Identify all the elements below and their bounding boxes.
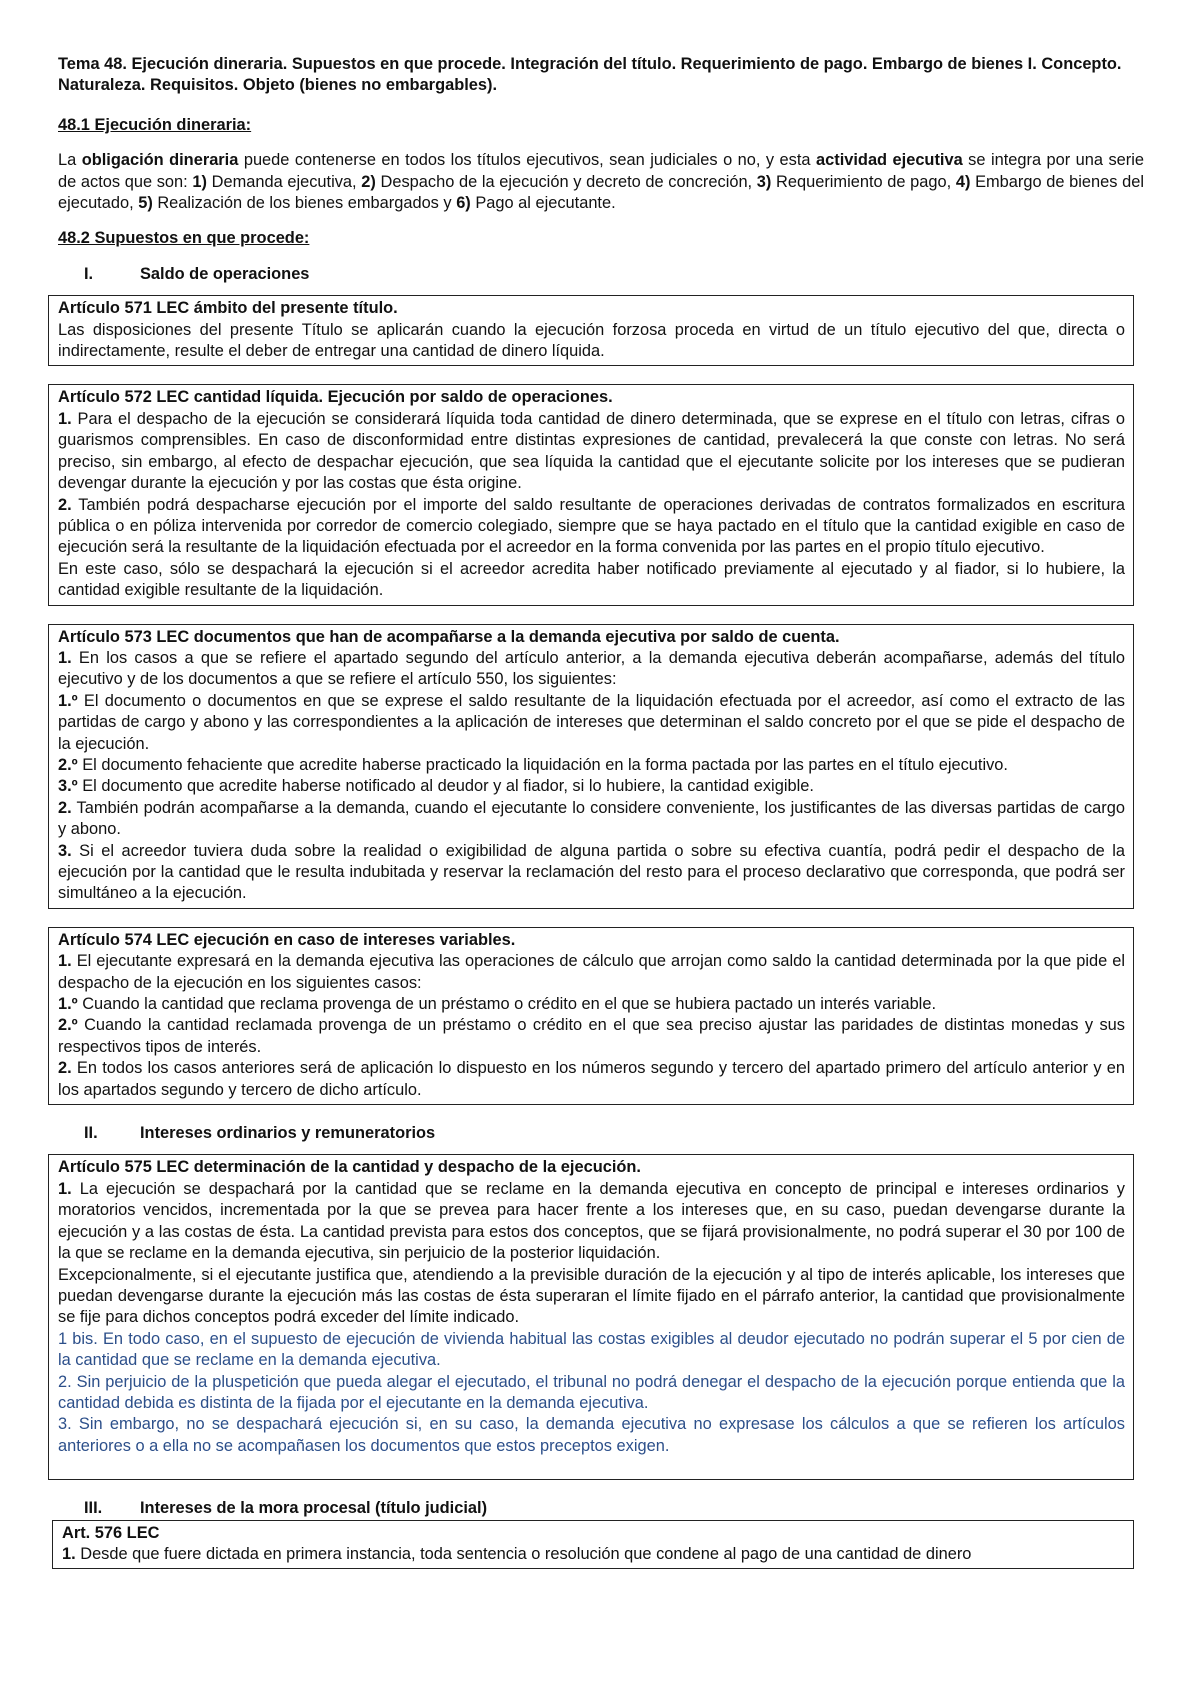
article-573-paragraph-2: 2. También podrán acompañarse a la demanda, cuando el ejecutante lo considere conveniente, los justificantes de las diversas partidas de cargo y abono. bbox=[58, 798, 1125, 839]
article-573-title: Artículo 573 LEC documentos que han de acompañarse a la demanda ejecutiva por saldo de cuenta. bbox=[58, 627, 840, 646]
article-571-title: Artículo 571 LEC ámbito del presente título. bbox=[58, 299, 398, 318]
article-572-box bbox=[48, 384, 1134, 605]
article-573-box bbox=[48, 624, 1134, 909]
article-572-paragraph-3: En este caso, sólo se despachará la ejecución si el acreedor acredita haber notificado previamente al ejecutado y al fiador, si lo hubiere, la cantidad exigible resultante de la liquidación. bbox=[58, 559, 1125, 600]
article-574-box bbox=[48, 927, 1134, 1105]
article-575-paragraph-1: 1. La ejecución se despachará por la cantidad que se reclame en la demanda ejecutiva en concepto de principal e intereses ordinarios y moratorios vencidos, incrementada por la que se prevea para hacer frente a los intereses que, en su caso, puedan devengarse durante la ejecución y a las costas de ésta. La cantidad prevista para estos dos conceptos, que se fijará provisionalmente, no podrá superar el 30 por 100 de la que se reclame en la demanda ejecutiva, sin perjuicio de la posterior liquidación. bbox=[58, 1179, 1125, 1263]
article-572-title: Artículo 572 LEC cantidad líquida. Ejecución por saldo de operaciones. bbox=[58, 388, 613, 407]
article-575-box bbox=[48, 1154, 1134, 1480]
subheading-mora-procesal: III. Intereses de la mora procesal (título judicial) bbox=[84, 1499, 488, 1518]
article-576-paragraph-1: 1. Desde que fuere dictada en primera instancia, toda sentencia o resolución que condene al pago de una cantidad de dinero bbox=[62, 1544, 972, 1563]
article-571-text: Las disposiciones del presente Título se aplicarán cuando la ejecución forzosa proceda en virtud de un título ejecutivo del que, directa o indirectamente, resulte el deber de entregar una cantidad de dinero líquida. bbox=[58, 320, 1125, 361]
article-572-paragraph-2: 2. También podrá despacharse ejecución por el importe del saldo resultante de operaciones derivadas de contratos formalizados en escritura pública o en póliza intervenida por corredor de comercio colegiado, siempre que se haya pactado en el título que la cantidad exigible en caso de ejecución será la resultante de la liquidación efectuada por el acreedor en la forma convenida por las partes en el propio título ejecutivo. bbox=[58, 495, 1125, 557]
subheading-saldo-operaciones: I. Saldo de operaciones bbox=[84, 264, 310, 283]
article-575-paragraph-1b: Excepcionalmente, si el ejecutante justifica que, atendiendo a la previsible duración de la ejecución y al tipo de interés aplicable, los intereses que puedan devengarse durante la ejecución más las costas de ésta superaran el límite fijado en el párrafo anterior, la cantidad que provisionalmente se fije para dichos conceptos podrá exceder del límite indicado. bbox=[58, 1265, 1125, 1327]
article-573-item-1: 1.º El documento o documentos en que se exprese el saldo resultante de la liquidación efectuada por el acreedor, así como el extracto de las partidas de cargo y abono y las correspondientes a la aplicación de intereses que determinan el saldo concreto por el que se pide el despacho de la ejecución. bbox=[58, 691, 1125, 753]
article-575-paragraph-2: 2. Sin perjuicio de la pluspetición que pueda alegar el ejecutado, el tribunal no podrá denegar el despacho de la ejecución porque entienda que la cantidad debida es distinta de la fijada por el ejecutante en la demanda ejecutiva. bbox=[58, 1372, 1125, 1412]
article-574-title: Artículo 574 LEC ejecución en caso de intereses variables. bbox=[58, 930, 516, 949]
article-573-paragraph-1: 1. En los casos a que se refiere el apartado segundo del artículo anterior, a la demanda ejecutiva deberán acompañarse, además del título ejecutivo y de los documentos a que se refiere el artículo 550, los siguientes: bbox=[58, 648, 1125, 689]
article-575-paragraph-1-bis: 1 bis. En todo caso, en el supuesto de ejecución de vivienda habitual las costas exigibles al deudor ejecutado no podrán superar el 5 por cien de la cantidad que se reclame en la demanda ejecutiva. bbox=[58, 1329, 1125, 1370]
article-573-paragraph-3: 3. Si el acreedor tuviera duda sobre la realidad o exigibilidad de alguna partida o sobre su efectiva cuantía, podrá pedir el despacho de la ejecución por la cantidad que le resulta indubitada y reservar la reclamación del resto para el proceso declarativo que corresponda, que podrá ser simultáneo a la ejecución. bbox=[58, 841, 1125, 903]
article-575-paragraph-3: 3. Sin embargo, no se despachará ejecución si, en su caso, la demanda ejecutiva no expresase los cálculos a que se refieren los artículos anteriores o a ella no se acompañasen los documentos que estos preceptos exigen. bbox=[58, 1415, 1125, 1455]
section-48-1-heading: 48.1 Ejecución dineraria: bbox=[58, 115, 252, 134]
article-576-title: Art. 576 LEC bbox=[62, 1523, 160, 1542]
section-48-2-heading: 48.2 Supuestos en que procede: bbox=[58, 229, 310, 248]
document-page bbox=[58, 54, 1144, 1587]
article-574-item-1: 1.º Cuando la cantidad que reclama provenga de un préstamo o crédito en el que se hubiera pactado un interés variable. bbox=[58, 995, 936, 1014]
article-576-box bbox=[52, 1520, 1134, 1570]
document-title: Tema 48. Ejecución dineraria. Supuestos en que procede. Integración del título. Requerimiento de pago. Embargo de bienes I. Concepto. Naturaleza. Requisitos. Objeto (bienes no embargables). bbox=[58, 55, 1122, 95]
section-48-1-paragraph: La obligación dineraria puede contenerse en todos los títulos ejecutivos, sean judiciales o no, y esta actividad ejecutiva se integra por una serie de actos que son: 1) Demanda ejecutiva, 2) Despacho de la ejecución y decreto de concreción, 3) Requerimiento de pago, 4) Embargo de bienes del ejecutado, 5) Realización de los bienes embargados y 6) Pago al ejecutante. bbox=[58, 151, 1145, 213]
article-571-box bbox=[48, 295, 1134, 366]
subheading-intereses-ordinarios: II. Intereses ordinarios y remuneratorios bbox=[84, 1124, 436, 1143]
article-573-item-2: 2.º El documento fehaciente que acredite haberse practicado la liquidación en la forma pactada por las partes en el título ejecutivo. bbox=[58, 755, 1008, 774]
article-574-paragraph-2: 2. En todos los casos anteriores será de aplicación lo dispuesto en los números segundo y tercero del apartado primero del artículo anterior y en los apartados segundo y tercero de dicho artículo. bbox=[58, 1059, 1125, 1099]
article-572-paragraph-1: 1. Para el despacho de la ejecución se considerará líquida toda cantidad de dinero determinada, que se exprese en el título con letras, cifras o guarismos comprensibles. En caso de disconformidad entre distintas expresiones de cantidad, prevalecerá la que conste con letras. No será preciso, sin embargo, al efecto de despachar ejecución, que sea líquida la cantidad que el ejecutante solicite por los intereses que se pudieran devengar durante la ejecución y por las costas que ésta origine. bbox=[58, 409, 1125, 493]
article-574-paragraph-1: 1. El ejecutante expresará en la demanda ejecutiva las operaciones de cálculo que arrojan como saldo la cantidad determinada por la que pide el despacho de la ejecución en los siguientes casos: bbox=[58, 952, 1125, 992]
article-574-item-2: 2.º Cuando la cantidad reclamada provenga de un préstamo o crédito en el que sea preciso ajustar las paridades de distintas monedas y sus respectivos tipos de interés. bbox=[58, 1016, 1125, 1056]
article-575-title: Artículo 575 LEC determinación de la cantidad y despacho de la ejecución. bbox=[58, 1158, 641, 1177]
article-573-item-3: 3.º El documento que acredite haberse notificado al deudor y al fiador, si lo hubiere, la cantidad exigible. bbox=[58, 777, 814, 796]
